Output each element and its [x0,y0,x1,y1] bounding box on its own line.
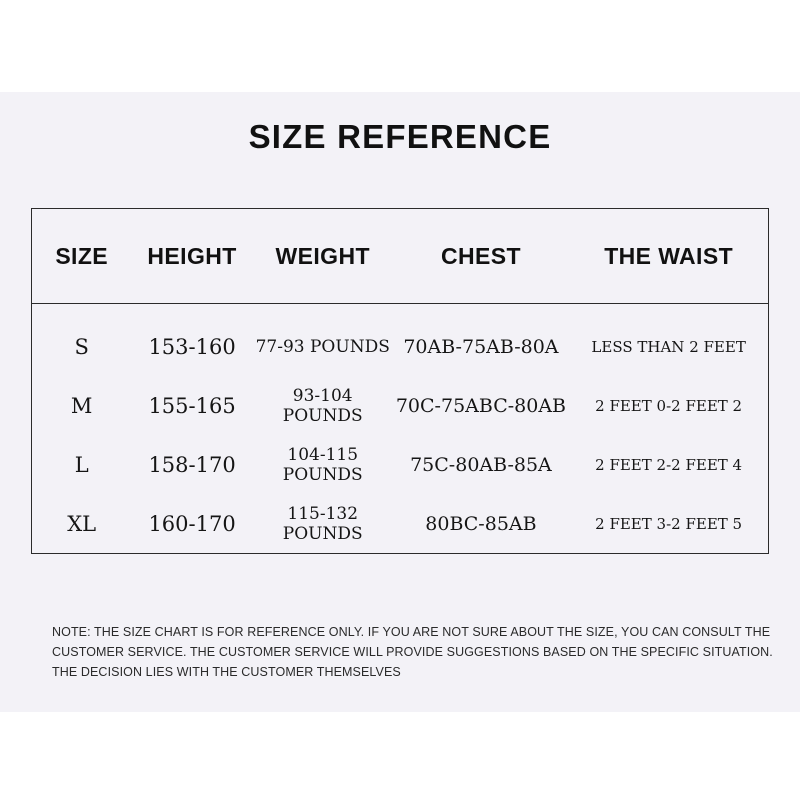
size-table-header [32,209,768,304]
cell-waist: 2 FEET 2-2 FEET 4 [595,455,743,474]
size-table-body [32,304,768,554]
cell-weight: 115-132 POUNDS [282,503,363,544]
cell-size: L [74,452,89,477]
cell-waist: 2 FEET 0-2 FEET 2 [595,396,743,415]
cell-waist: 2 FEET 3-2 FEET 5 [595,514,743,533]
column-header-the-waist: THE WAIST [569,209,768,304]
cell-chest: 70C-75ABC-80AB [395,394,567,417]
cell-size: S [74,334,89,359]
table-header-row [32,209,768,304]
page-title: SIZE REFERENCE [248,118,552,155]
note-line-1: NOTE: THE SIZE CHART IS FOR REFERENCE ONLY. IF YOU ARE NOT SURE ABOUT THE SIZE, YOU CAN CONSULT THE [52,625,771,639]
cell-weight: 104-115 POUNDS [282,444,363,485]
cell-chest: 80BC-85AB [425,512,537,535]
column-header-weight: WEIGHT [253,209,393,304]
cell-weight: 77-93 POUNDS [255,336,390,357]
table-row [32,494,768,553]
cell-height: 155-165 [148,393,236,418]
column-header-height: HEIGHT [131,209,252,304]
cell-size: XL [67,511,97,536]
table-row [32,376,768,435]
column-header-chest: CHEST [393,209,570,304]
cell-weight: 93-104 POUNDS [282,385,363,426]
size-table-container [31,208,769,554]
cell-height: 158-170 [148,452,236,477]
size-table [32,209,768,553]
cell-height: 153-160 [148,334,236,359]
cell-chest: 70AB-75AB-80A [403,335,559,358]
note-line-3: THE DECISION LIES WITH THE CUSTOMER THEMSELVES [52,665,401,679]
note-text [52,622,773,682]
table-row [32,435,768,494]
column-header-size: SIZE [32,209,131,304]
cell-height: 160-170 [148,511,236,536]
note-line-2: CUSTOMER SERVICE. THE CUSTOMER SERVICE WILL PROVIDE SUGGESTIONS BASED ON THE SPECIFIC SITUATION. [52,645,773,659]
table-row [32,304,768,377]
cell-chest: 75C-80AB-85A [410,453,552,476]
background-top-strip [0,0,800,92]
cell-waist: LESS THAN 2 FEET [591,337,746,356]
cell-size: M [70,393,93,418]
background-bottom-strip [0,712,800,800]
